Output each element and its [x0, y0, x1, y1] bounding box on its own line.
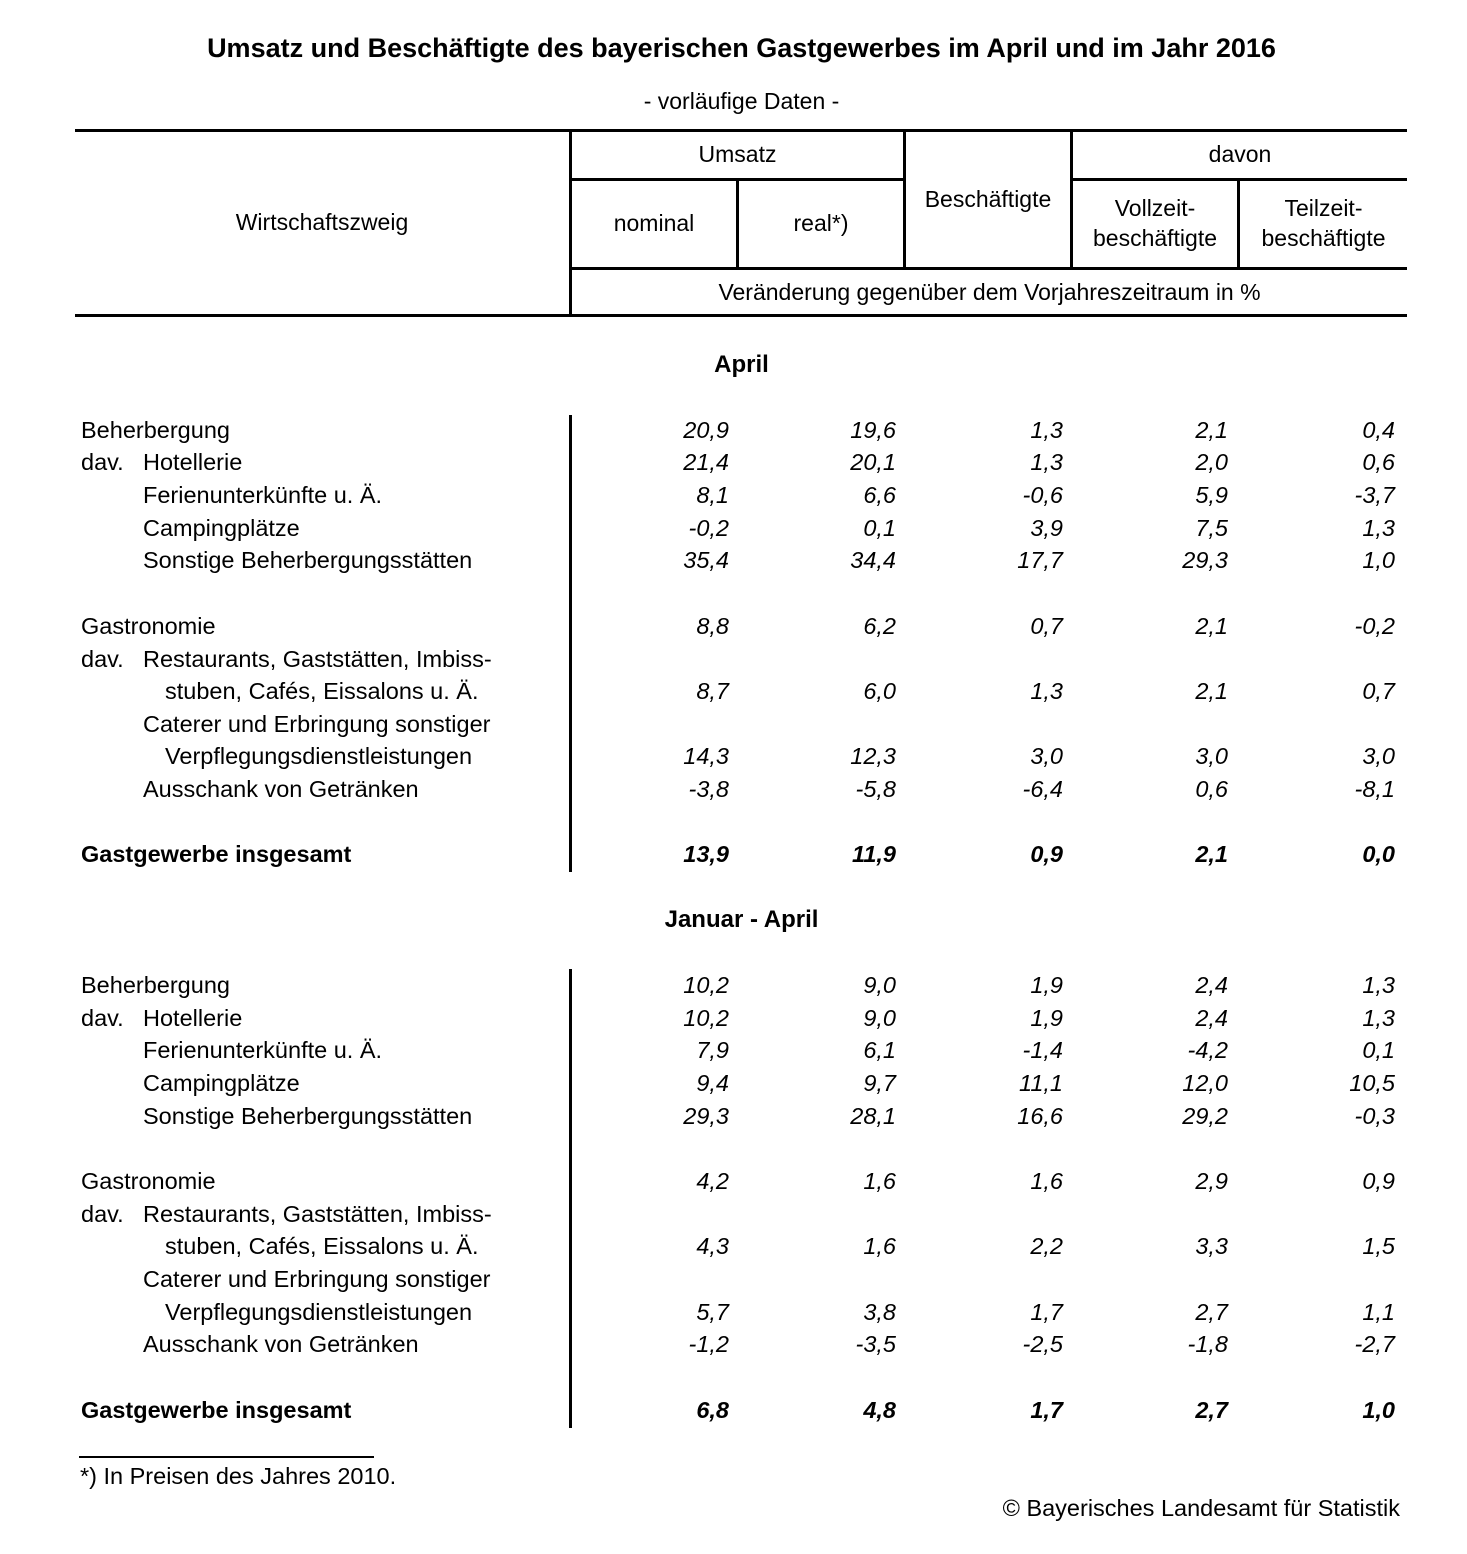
- cell-teilzeit: 0,4: [1362, 417, 1395, 443]
- cell-nominal: 21,4: [683, 449, 729, 475]
- section-title-januar-april: Januar - April: [664, 906, 819, 933]
- row-prefix: dav.: [81, 1201, 124, 1227]
- row-label: Gastronomie: [81, 1168, 216, 1194]
- cell-nominal: 9,4: [696, 1070, 729, 1096]
- cell-vollzeit: 0,6: [1195, 776, 1228, 802]
- cell-vollzeit: 2,9: [1195, 1168, 1228, 1194]
- cell-real: 4,8: [863, 1397, 896, 1423]
- cell-nominal: 8,1: [696, 482, 729, 508]
- cell-vollzeit: 7,5: [1195, 515, 1228, 541]
- cell-vollzeit: -1,8: [1187, 1331, 1228, 1357]
- cell-vollzeit: 3,0: [1195, 743, 1228, 769]
- cell-vollzeit: 2,7: [1195, 1397, 1228, 1423]
- row-label: Gastgewerbe insgesamt: [81, 1397, 352, 1423]
- cell-real: 28,1: [850, 1103, 896, 1129]
- cell-beschaeftigte: 1,3: [1030, 417, 1063, 443]
- cell-beschaeftigte: 17,7: [1017, 547, 1063, 573]
- cell-beschaeftigte: 11,1: [1019, 1070, 1063, 1096]
- row-label: Beherbergung: [81, 417, 230, 443]
- cell-teilzeit: 0,7: [1362, 678, 1395, 704]
- header-real: real*): [793, 210, 849, 236]
- cell-nominal: -3,8: [688, 776, 729, 802]
- cell-teilzeit: 0,6: [1362, 449, 1395, 475]
- header-teilzeit: Teilzeit- beschäftigte: [1261, 195, 1386, 251]
- header-vollzeit: Vollzeit- beschäftigte: [1092, 195, 1218, 251]
- cell-teilzeit: 1,3: [1362, 972, 1395, 998]
- cell-vollzeit: 29,3: [1182, 547, 1228, 573]
- cell-vollzeit: 2,4: [1195, 1005, 1228, 1031]
- cell-vollzeit: -4,2: [1187, 1037, 1228, 1063]
- cell-real: 9,0: [863, 972, 896, 998]
- cell-beschaeftigte: 2,2: [1030, 1233, 1063, 1259]
- cell-real: 3,8: [863, 1299, 896, 1325]
- row-label-continued: Verpflegungsdienstleistungen: [165, 743, 473, 769]
- header-wirtschaftszweig: Wirtschaftszweig: [235, 209, 409, 235]
- header-beschaeftigte: Beschäftigte: [924, 186, 1052, 212]
- cell-real: 34,4: [850, 547, 896, 573]
- row-label: Sonstige Beherbergungsstätten: [143, 547, 473, 573]
- row-label: Caterer und Erbringung sonstiger: [143, 1266, 491, 1292]
- row-prefix: dav.: [81, 449, 124, 475]
- cell-beschaeftigte: 1,3: [1030, 449, 1063, 475]
- cell-teilzeit: 1,1: [1362, 1299, 1395, 1325]
- cell-vollzeit: 2,1: [1195, 841, 1228, 867]
- cell-real: 11,9: [852, 841, 896, 867]
- cell-real: 20,1: [850, 449, 896, 475]
- row-label-continued: stuben, Cafés, Eissalons u. Ä.: [165, 678, 479, 704]
- cell-real: 1,6: [863, 1168, 896, 1194]
- cell-nominal: 20,9: [683, 417, 729, 443]
- column-divider: [569, 415, 572, 872]
- cell-nominal: -1,2: [688, 1331, 729, 1357]
- cell-teilzeit: 1,3: [1362, 1005, 1395, 1031]
- table-subtitle: - vorläufige Daten -: [643, 88, 840, 114]
- row-prefix: dav.: [81, 1005, 124, 1031]
- cell-beschaeftigte: 0,7: [1030, 613, 1063, 639]
- cell-beschaeftigte: -6,4: [1022, 776, 1063, 802]
- cell-teilzeit: -0,2: [1354, 613, 1395, 639]
- cell-vollzeit: 2,1: [1195, 678, 1228, 704]
- cell-beschaeftigte: 1,9: [1030, 1005, 1063, 1031]
- cell-beschaeftigte: 1,7: [1030, 1299, 1063, 1325]
- row-label: Campingplätze: [143, 515, 300, 541]
- row-label: Restaurants, Gaststätten, Imbiss-: [143, 646, 492, 672]
- row-label: Hotellerie: [143, 449, 243, 475]
- row-label: Gastronomie: [81, 613, 216, 639]
- cell-beschaeftigte: 0,9: [1030, 841, 1063, 867]
- cell-vollzeit: 3,3: [1195, 1233, 1228, 1259]
- row-label: Beherbergung: [81, 972, 230, 998]
- cell-real: 19,6: [850, 417, 896, 443]
- row-label-continued: Verpflegungsdienstleistungen: [165, 1299, 473, 1325]
- table-title: Umsatz und Beschäftigte des bayerischen Gastgewerbes im April und im Jahr 2016: [207, 33, 1276, 63]
- cell-real: 6,0: [863, 678, 896, 704]
- cell-nominal: 6,8: [696, 1397, 729, 1423]
- row-label: Hotellerie: [143, 1005, 243, 1031]
- cell-nominal: 10,2: [683, 1005, 729, 1031]
- cell-beschaeftigte: 16,6: [1017, 1103, 1063, 1129]
- cell-real: -5,8: [855, 776, 896, 802]
- cell-real: 12,3: [850, 743, 896, 769]
- cell-teilzeit: 1,0: [1362, 547, 1395, 573]
- header-veraenderung: Veränderung gegenüber dem Vorjahreszeitraum in %: [718, 279, 1261, 305]
- cell-beschaeftigte: 1,7: [1030, 1397, 1063, 1423]
- section-title-april: April: [714, 351, 769, 378]
- cell-beschaeftigte: -0,6: [1022, 482, 1063, 508]
- cell-nominal: 35,4: [683, 547, 729, 573]
- cell-teilzeit: 10,5: [1349, 1070, 1395, 1096]
- cell-teilzeit: -2,7: [1354, 1331, 1395, 1357]
- cell-real: 0,1: [863, 515, 896, 541]
- cell-vollzeit: 2,0: [1195, 449, 1228, 475]
- cell-nominal: 13,9: [683, 841, 729, 867]
- cell-beschaeftigte: 3,0: [1030, 743, 1063, 769]
- cell-teilzeit: 0,1: [1362, 1037, 1395, 1063]
- cell-real: 9,0: [863, 1005, 896, 1031]
- cell-real: 1,6: [863, 1233, 896, 1259]
- cell-vollzeit: 2,7: [1195, 1299, 1228, 1325]
- cell-vollzeit: 2,1: [1195, 613, 1228, 639]
- cell-teilzeit: 1,0: [1362, 1397, 1395, 1423]
- footnote-rule: [79, 1456, 374, 1458]
- row-label: Ausschank von Getränken: [143, 1331, 419, 1357]
- footnote: *) In Preisen des Jahres 2010.: [80, 1463, 397, 1489]
- cell-beschaeftigte: 1,6: [1030, 1168, 1063, 1194]
- row-label: Ferienunterkünfte u. Ä.: [143, 1037, 383, 1063]
- cell-beschaeftigte: -2,5: [1022, 1331, 1063, 1357]
- row-label: Caterer und Erbringung sonstiger: [143, 711, 491, 737]
- cell-beschaeftigte: 3,9: [1030, 515, 1063, 541]
- column-divider: [569, 969, 572, 1428]
- header-umsatz: Umsatz: [698, 141, 777, 167]
- cell-real: 6,2: [863, 613, 896, 639]
- row-label: Sonstige Beherbergungsstätten: [143, 1103, 473, 1129]
- cell-nominal: 4,2: [696, 1168, 729, 1194]
- row-label-continued: stuben, Cafés, Eissalons u. Ä.: [165, 1233, 479, 1259]
- cell-vollzeit: 5,9: [1195, 482, 1228, 508]
- row-label: Ausschank von Getränken: [143, 776, 419, 802]
- cell-teilzeit: 0,9: [1362, 1168, 1395, 1194]
- copyright: © Bayerisches Landesamt für Statistik: [1002, 1495, 1400, 1521]
- cell-teilzeit: 1,3: [1362, 515, 1395, 541]
- cell-beschaeftigte: 1,9: [1030, 972, 1063, 998]
- cell-teilzeit: 0,0: [1362, 841, 1395, 867]
- cell-nominal: 10,2: [683, 972, 729, 998]
- cell-nominal: 29,3: [683, 1103, 729, 1129]
- row-label: Restaurants, Gaststätten, Imbiss-: [143, 1201, 492, 1227]
- cell-vollzeit: 2,4: [1195, 972, 1228, 998]
- row-label: Campingplätze: [143, 1070, 300, 1096]
- cell-nominal: 5,7: [696, 1299, 729, 1325]
- cell-nominal: 8,7: [696, 678, 729, 704]
- header-nominal: nominal: [613, 210, 695, 236]
- cell-vollzeit: 29,2: [1182, 1103, 1228, 1129]
- cell-beschaeftigte: -1,4: [1022, 1037, 1063, 1063]
- cell-vollzeit: 12,0: [1182, 1070, 1228, 1096]
- cell-nominal: 8,8: [696, 613, 729, 639]
- cell-real: 9,7: [863, 1070, 896, 1096]
- cell-teilzeit: 1,5: [1362, 1233, 1395, 1259]
- cell-real: 6,1: [863, 1037, 896, 1063]
- row-prefix: dav.: [81, 646, 124, 672]
- cell-beschaeftigte: 1,3: [1030, 678, 1063, 704]
- cell-teilzeit: -8,1: [1354, 776, 1395, 802]
- cell-teilzeit: -3,7: [1354, 482, 1395, 508]
- cell-real: 6,6: [863, 482, 896, 508]
- row-label: Gastgewerbe insgesamt: [81, 841, 352, 867]
- cell-nominal: 7,9: [696, 1037, 729, 1063]
- cell-nominal: 4,3: [696, 1233, 729, 1259]
- header-davon: davon: [1208, 141, 1272, 167]
- row-label: Ferienunterkünfte u. Ä.: [143, 482, 383, 508]
- cell-nominal: -0,2: [688, 515, 729, 541]
- cell-teilzeit: -0,3: [1354, 1103, 1395, 1129]
- cell-real: -3,5: [855, 1331, 896, 1357]
- cell-nominal: 14,3: [683, 743, 729, 769]
- cell-teilzeit: 3,0: [1362, 743, 1395, 769]
- cell-vollzeit: 2,1: [1195, 417, 1228, 443]
